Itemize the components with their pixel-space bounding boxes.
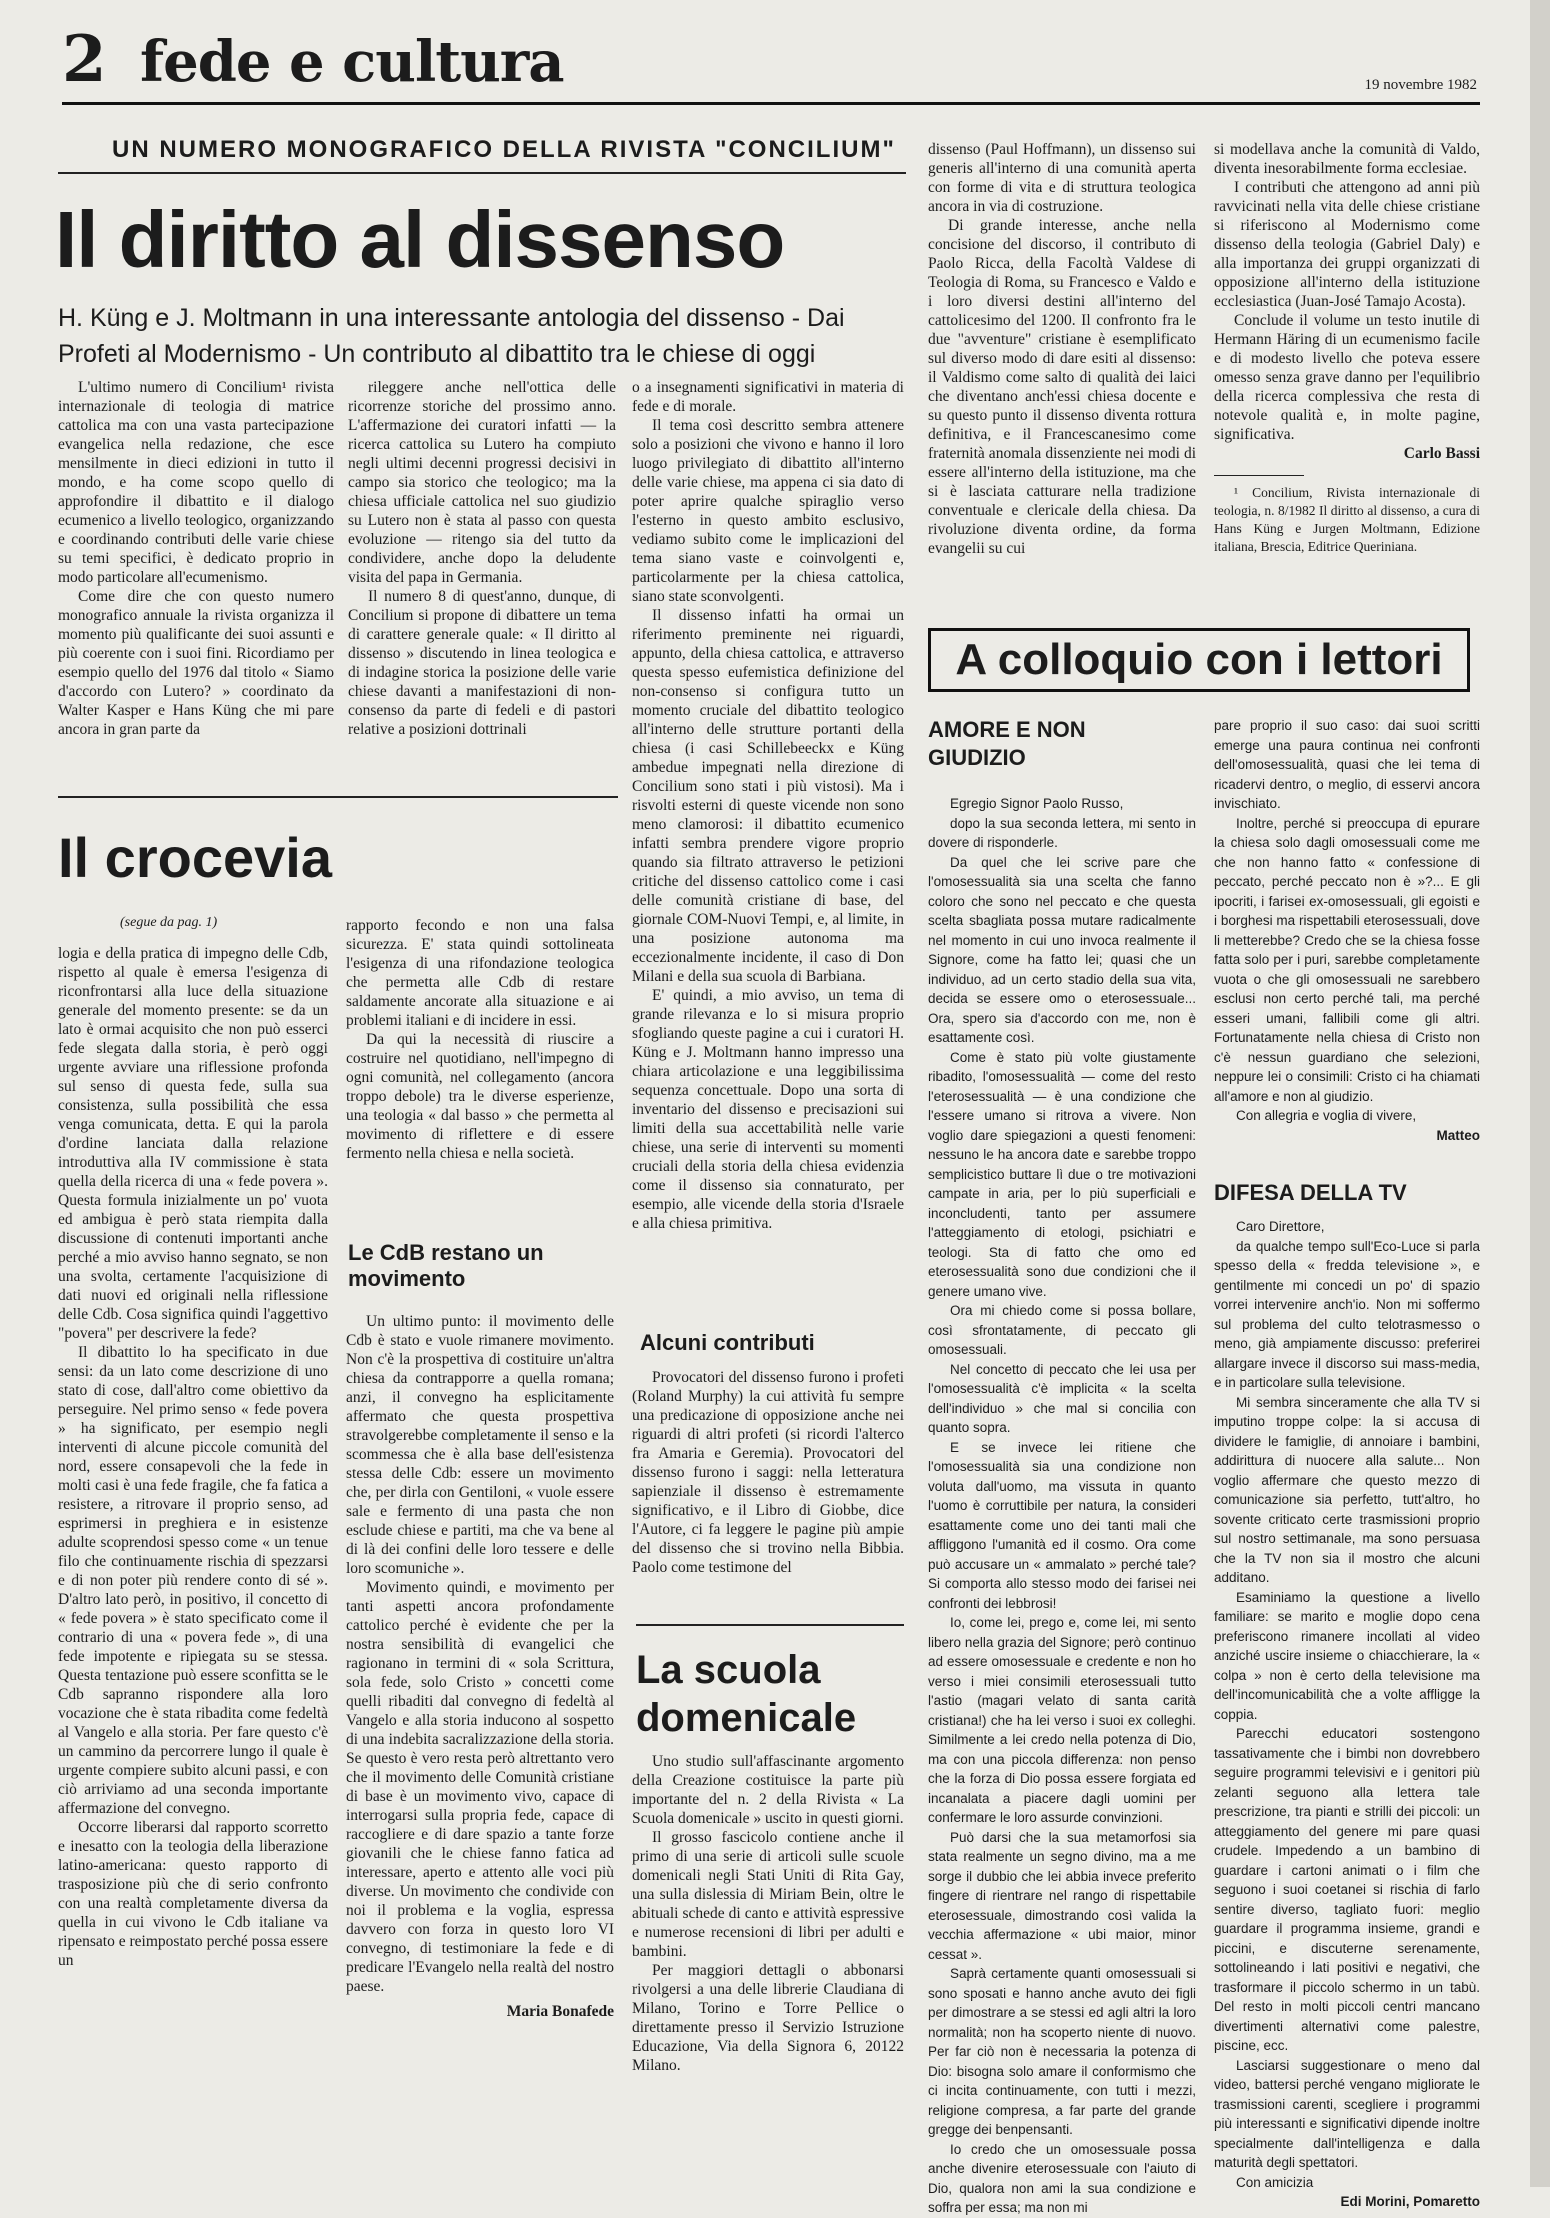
article-column-3b	[632, 1368, 904, 1577]
paragraph: Con amicizia	[1236, 2174, 1314, 2190]
paragraph: Il dibattito lo ha specificato in due sensi: da un lato come descrizione di uno stato di cose, dall'altro come obiettivo da perseguire. Nel primo senso « fede povera » ha significato, per esempio negli interventi di alcune piccole comunità del nord, essere consapevoli che la fede in molti casi è una fede fragile, che fa fatica a resistere, a ritrovare il proprio senso, ad esprimersi in preghiera e in esistenze adulte scoprendosi spesso come « un tenue filo che continuamente rischia di spezzarsi e di non poter più rendere conto di sé ». D'altro lato però, in positivo, il concetto di « fede povera » è stato specificato come il contrario di una « povera fede », di una fede impotente e ripiegata su se stessa. Questa tentazione può essere sconfitta se le Cdb sapranno rispondere alla loro vocazione che è stata ribadita come fedeltà al Vangelo e alla storia. Per fare questo c'è un cammino da percorrere lungo il quale è urgente compiere subito alcuni passi, e con ciò arriviamo ad una seconda importante affermazione del convegno.	[58, 1344, 328, 1817]
issue-date: 19 novembre 1982	[1364, 77, 1477, 93]
author-signature: Carlo Bassi	[1403, 445, 1480, 462]
sub-heading-movimento: Le CdB restano un movimento	[348, 1240, 544, 1291]
letter-column-1	[928, 794, 1196, 2218]
paragraph: Ora mi chiedo come si possa bollare, così sfrontatamente, di peccato gli omosessuali.	[928, 1303, 1196, 1357]
paragraph: E' quindi, a mio avviso, un tema di grande rilevanza e lo si misura proprio sfogliando queste pagine a cui i curatori H. Küng e J. Moltmann hanno impresso una chiara articolazione e una leggibilissima sequenza concettuale. Dopo una sorta di inventario del dissenso e precisazioni sui limiti della sua accettabilità nelle varie chiese, una serie di interventi su momenti cruciali della storia della chiesa evidenzia come il dissenso sia connaturato, per esempio, alle vicende della storia d'Israele e alla chiesa primitiva.	[632, 987, 904, 1232]
paragraph: Nel concetto di peccato che lei usa per l'omosessualità c'è implicita « la scelta dell'individuo » che mal si concilia con quanto sopra.	[928, 1361, 1196, 1435]
paragraph: Occorre liberarsi dal rapporto scorretto e inesatto con la teologia della liberazione latino-americana: questo rapporto di trasposizione più che di serio confronto con una realtà completamente diversa da quella in cui vivono le Cdb italiane va ripensato e reimpostato perché possa essere un	[58, 1819, 328, 1969]
author-signature: Maria Bonafede	[506, 2003, 614, 2020]
paragraph: Conclude il volume un testo inutile di Hermann Häring di un ecumenismo facile e di modesto livello che poteva essere omesso senza grave danno per l'equilibrio della ricerca complessiva che resta di notevole qualità e, in molte pagine, significativa.	[1214, 312, 1480, 443]
article-column-1	[58, 378, 334, 739]
paragraph: Di grande interesse, anche nella concisione del discorso, il contributo di Paolo Ricca, della Facoltà Valdese di Teologia di Roma, su Francesco e Valdo e i loro diversi destini all'interno del cattolicesimo del 1200. Il confronto fra le due "avventure" cristiane è esemplificato sul diverso modo di dare esiti al dissenso: il Valdismo come salto di qualità dei laici che diventano anch'essi chiesa docente e su questo punto il dissenso diventa rottura definitiva, e il Francescanesimo come fraternità anomala dissenziente nei modi di essere all'interno della istituzione, ma che si è lasciata catturare nella tradizione conventuale e clericale della chiesa. Da rivoluzione diventa ordine, da forma evangelii su cui	[928, 217, 1196, 557]
letter-salutation: Egregio Signor Paolo Russo,	[950, 796, 1124, 811]
paragraph: Per maggiori dettagli o abbonarsi rivolgersi a una delle librerie Claudiana di Milano, Torino e Torre Pellice o direttamente presso il Servizio Istruzione Educazione, Via della Signora 6, 20122 Milano.	[632, 1962, 904, 2074]
section-title: fede e cultura	[140, 29, 564, 95]
paragraph: Inoltre, perché si preoccupa di epurare la chiesa solo dagli omosessuali come me che non hanno fatto « confessione di peccato, perché peccato non è »?... E gli ipocriti, i farisei ex-omosessuali, gli egoisti e i borghesi ma rispettabili eterosessuali, dove li metterebbe? Credo che se la chiesa fosse fatta solo per i puri, sarebbe completamente vuota o che gli omosessuali ne sarebbero esclusi non certo perché tali, ma perché esseri umani, fallibili come gli altri. Fortunatamente nella chiesa di Cristo non c'è nessun guardiano che selezioni, neppure lei o consimili: Cristo ci ha chiamati all'amore e non al giudizio.	[1214, 815, 1480, 1104]
page-edge-shadow	[1530, 0, 1550, 2187]
paragraph: I contributi che attengono ad anni più ravvicinati nella vita delle chiese cristiane si riferiscono al Modernismo come dissenso della teologia (Gabriel Daly) e alla importanza dei gruppi organizzati di opposizione all'interno della istituzione ecclesiastica (Juan-José Tamajo Acosta).	[1214, 179, 1480, 310]
article-headline: Il diritto al dissenso	[55, 195, 785, 284]
crocevia-headline: Il crocevia	[58, 826, 332, 889]
kicker-rule	[58, 172, 906, 174]
paragraph: Con allegria e voglia di vivere,	[1236, 1108, 1417, 1123]
sub-heading-contributi: Alcuni contributi	[640, 1330, 815, 1355]
article-column-3	[632, 378, 904, 1233]
masthead-rule	[62, 102, 1480, 105]
article-column-5	[1214, 140, 1480, 556]
paragraph: Uno studio sull'affascinante argomento della Creazione costituisce la parte più importante del n. 2 della Rivista « La Scuola domenicale » uscito in questi giorni.	[632, 1753, 904, 1827]
paragraph: Esaminiamo la questione a livello familiare: se marito e moglie dopo cena preferiscono rimanere incollati al video anziché uscire insieme o chiacchierare, la « colpa » non è certo della televisione ma dell'incomunicabilità che a volte affligge la coppia.	[1214, 1589, 1480, 1722]
paragraph: Mi sembra sinceramente che alla TV si imputino troppe colpe: la si accusa di dividere le famiglie, di annoiare i bambini, addirittura di nuocere alla salute... Non voglio affermare che questo mezzo di comunicazione sia perfetto, tutt'altro, ho sovente criticato certe trasmissioni proprio sul nostro settimanale, ma sono persuasa che la TV non sia il mostro che alcuni additano.	[1214, 1394, 1480, 1585]
section-rule	[58, 796, 618, 798]
crocevia-column-1	[58, 944, 328, 1970]
paragraph: Da qui la necessità di riuscire a costruire nel quotidiano, nell'impegno di ogni comunità, nel collegamento (ancora troppo debole) tra le diverse esperienze, una teologia « dal basso » che permetta al movimento di riflettere e di essere fermento nella chiesa e nella società.	[346, 1031, 614, 1162]
page-number: 2	[62, 22, 106, 97]
footnote-rule	[1214, 475, 1304, 476]
letter-signature: Matteo	[1436, 1127, 1480, 1143]
section-rule	[636, 1624, 904, 1626]
paragraph: Io credo che un omosessuale possa anche divenire eterosessuale con l'aiuto di Dio, qualora non ami la sua condizione e soffra per essa; ma non mi	[928, 2141, 1196, 2215]
crocevia-column-2	[346, 916, 614, 1163]
footnote	[1214, 484, 1480, 556]
paragraph: Provocatori del dissenso furono i profeti (Roland Murphy) la cui attività fu sempre una predicazione di opposizione anche nei riguardi di altri profeti (si ricordi l'alterco fra Amaria e Geremia). Provocatori del dissenso furono i saggi: nella letteratura sapienziale il dissenso è estremamente significativo, e il Libro di Giobbe, dice l'Autore, ci fa leggere le pagine più ampie del dissenso che si trovino nella Bibbia. Paolo come testimone del	[632, 1369, 904, 1576]
article-subtitle: H. Küng e J. Moltmann in una interessante antologia del dissenso - Dai Profeti al Modernismo - Un contributo al dibattito tra le chiese di oggi	[58, 304, 845, 368]
paragraph: Io, come lei, prego e, come lei, mi sento libero nella grazia del Signore; però continuo ad essere omosessuale e credente e non ho verso i miei consimili eterosessuali tutto l'astio (magari velato di santa carità cristiana!) che ha lei verso i suoi ex colleghi. Similmente a lei credo nella potenza di Dio, ma con una piccola differenza: non penso che la forza di Dio possa essere forgiata ed incanalata a piacere dagli uomini per confermare le loro assurde convinzioni.	[928, 1615, 1196, 1825]
article-column-4	[928, 140, 1196, 558]
paragraph: Può darsi che la sua metamorfosi sia stata realmente un segno divino, ma a me sorge il dubbio che lei abbia invece preferito fingere di rientrare nel rango di rispettabile eterosessuale, dimostrando così valida la vecchia affermazione « ubi maior, minor cessat ».	[928, 1829, 1196, 1962]
paragraph: Come è stato più volte giustamente ribadito, l'omosessualità — come del resto l'eterosessualità — è una condizione che l'essere umano si ritrova a vivere. Non voglio dare spiegazioni a questi fenomeni: nessuno le ha ancora date e sarebbe troppo semplicistico buttare lì due o tre motivazioni campate in aria, per lo più superficiali e inconcludenti, tanto per assumere l'atteggiamento di etologi, psichiatri e teologi. Sta di fatto che omo ed eterosessualità sono due condizioni che il genere umano vive.	[928, 1049, 1196, 1299]
footnote-text: ¹ Concilium, Rivista internazionale di teologia, n. 8/1982 Il diritto al dissenso, a cura di Hans Küng e Jurgen Moltmann, Edizione italiana, Brescia, Editrice Queriniana.	[1214, 485, 1480, 554]
letter-column-2	[1214, 716, 1480, 2212]
paragraph: dopo la sua seconda lettera, mi sento in dovere di risponderle.	[928, 815, 1196, 850]
crocevia-column-2b	[346, 1312, 614, 2021]
letter-title-amore: AMORE E NON GIUDIZIO	[928, 717, 1086, 770]
paragraph: Il numero 8 di quest'anno, dunque, di Concilium si propone di dibattere un tema di carattere generale quale: « Il diritto al dissenso » discutendo in linea teologica e di indagine storica la posizione delle varie chiese davanti a manifestazioni di non-consenso da parte di fedeli e di pastori relative a posizioni dottrinali	[348, 588, 616, 738]
paragraph: Un ultimo punto: il movimento delle Cdb è stato e vuole rimanere movimento. Non c'è la prospettiva di costituire un'altra chiesa da contrapporre a quella romana; anzi, il convegno ha esplicitamente affermato che questa prospettiva stravolgerebbe completamente il senso e la scommessa che è alla base dell'esistenza stessa delle Cdb: essere un movimento che, per dirla con Gentiloni, « vuole essere sale e fermento di una pasta che non esclude chiese e partiti, ma che va bene al di là dei confini delle loro tessere e delle loro scomuniche ».	[346, 1313, 614, 1577]
paragraph: Parecchi educatori sostengono tassativamente che i bimbi non dovrebbero seguire programmi televisivi e i genitori più zelanti seguono alla lettera tale prescrizione, tra pianti e strilli dei piccoli: un atteggiamento del genere mi pare quasi crudele. Impedendo a un bambino di guardare i cartoni animati o i film che seguono i suoi coetanei si rischia di farlo sentire diverso, tagliato fuori: meglio guardare il programma insieme, grandi e piccini, e discuterne serenamente, sottolineando i lati positivi e negativi, che trasformare il piccolo schermo in un tabù. Del resto in molti piccoli centri mancano divertimenti alternativi come palestre, piscine, ecc.	[1214, 1726, 1480, 2053]
letter-salutation: Caro Direttore,	[1236, 1219, 1325, 1234]
paragraph: Il dissenso infatti ha ormai un riferimento preminente nei riguardi, appunto, della chiesa cattolica, e attraverso questa spesso eufemistica definizione del non-consenso si configura tutto un momento cruciale del dibattito teologico all'interno delle strutture portanti della chiesa (i casi Schillebeeckx e Küng ambedue impegnati nella direzione di Concilium sono stati i più vistosi). Ma i risvolti esterni di queste vicende non sono meno clamorosi: il dibattito ecumenico infatti sembra prendere vigore proprio quando sia filtrato attraverso le petizioni critiche del dissenso cattolico come i casi delle comunità cristiane di base, del giornale COM-Nuovi Tempi, e, al limite, in una posizione autonoma ma eccezionalmente incidente, il caso di Don Milani e della sua scuola di Barbiana.	[632, 607, 904, 985]
paragraph: E se invece lei ritiene che l'omosessualità sia una condizione non voluta dall'uomo, ma vissuta in quanto l'uomo è corruttibile per natura, la consideri esattamente come uno dei tanti mali che affliggono l'umanità ed il cosmo. Ora come può accusare un « ammalato » perché tale? Si comporta allo stesso modo dei farisei nei confronti dei lebbrosi!	[928, 1439, 1196, 1611]
paragraph: Da quel che lei scrive pare che l'omosessualità sia una scelta che fanno coloro che sono nel peccato e che questa scelta sbagliata possa mutare radicalmente nel momento in cui uno invoca realmente il Signore, come ha fatto lei; quasi che un individuo, ad un certo stadio della sua vita, decida se essere omo o eterosessuale... Ora, spero sia d'accordo con me, non è esattamente così.	[928, 854, 1196, 1045]
scuola-body	[632, 1752, 904, 2075]
paragraph: Lasciarsi suggestionare o meno dal video, battersi perché vengano migliorate le trasmissioni carenti, scegliere i programmi più interessanti e significativi dipende inoltre specialmente dall'intelligenza e dalla maturità degli spettatori.	[1214, 2057, 1480, 2170]
paragraph: pare proprio il suo caso: dai suoi scritti emerge una paura continua nei confronti dell'omosessualità, quasi che lei tema di ricadervi dentro, o meglio, di esservi ancora invischiato.	[1214, 718, 1480, 811]
paragraph: si modellava anche la comunità di Valdo, diventa inesorabilmente forma ecclesiae.	[1214, 141, 1480, 177]
paragraph: Il grosso fascicolo contiene anche il primo di una serie di articoli sulle scuole domenicali negli Stati Uniti di Rita Gay, una sulla dislessia di Miriam Bein, oltre le abituali schede di canto e attività espressive e numerose recensioni di libri per adulti e bambini.	[632, 1829, 904, 1960]
scuola-headline: La scuola domenicale	[636, 1648, 857, 1740]
paragraph: rapporto fecondo e non una falsa sicurezza. E' stata quindi sottolineata l'esigenza di una rifondazione teologica che permetta alle Cdb di restare saldamente ancorate alla situazione e ai problemi italiani e di incidere in essi.	[346, 917, 614, 1029]
paragraph: Come dire che con questo numero monografico annuale la rivista organizza il momento più qualificante dei suoi assunti e più coerente con i suoi fini. Ricordiamo per esempio quello del 1976 dal titolo « Siamo d'accordo con Lutero? » coordinato da Walter Kasper e Hans Küng che mi pare ancora in gran parte da	[58, 588, 334, 738]
article-column-2	[348, 378, 616, 739]
letter-signature: Edi Morini, Pomaretto	[1340, 2194, 1480, 2209]
paragraph: dissenso (Paul Hoffmann), un dissenso sui generis all'interno di una comunità aperta con forme di vita e di struttura teologica ancora in via di costruzione.	[928, 141, 1196, 215]
paragraph: Movimento quindi, e movimento per tanti aspetti ancora profondamente cattolico perché è evidente che per la nostra sensibilità di evangelici che ragionano in termini di « sola Scrittura, sola fede, solo Cristo » concetti come quelli ribaditi dal convegno di fedeltà al Vangelo e alla storia inducono al sospetto di una indebita sacralizzazione della storia. Se questo è vero resta però altrettanto vero che il movimento delle Comunità cristiane di base è un movimento vivo, capace di interrogarsi sulla propria fede, capace di raccogliere e di dare spazio a tante forze giovanili che le chiese fanno fatica ad interessare, aperto e attento alle voci più diverse. Un movimento che condivide con noi il problema e la voglia, espressa davvero con forza in questo loro VI convegno, di testimoniare la fede e di predicare l'Evangelo nella realtà del nostro paese.	[346, 1579, 614, 1995]
letter-title-tv: DIFESA DELLA TV	[1214, 1180, 1407, 1205]
paragraph: da qualche tempo sull'Eco-Luce si parla spesso della « fredda televisione », e gentilmente mi concedi un po' di spazio vorrei intervenire anch'io. Non mi soffermo sul problema del culto telotrasmesso o meno, già ampiamente discusso: preferirei allargare invece il discorso sui mass-media, e in particolare sulla televisione.	[1214, 1238, 1480, 1390]
paragraph: Saprà certamente quanti omosessuali si sono sposati e hanno anche avuto dei figli per dimostrare a se stessi ed agli altri la loro normalità; non ha scoperto niente di nuovo. Per far ciò non è necessaria la potenza di Dio: bisogna solo amare il conformismo che ci incita continuamente, con tutti i mezzi, religione compresa, a far parte del grande gregge dei benpensanti.	[928, 1966, 1196, 2137]
paragraph: rileggere anche nell'ottica delle ricorrenze storiche del prossimo anno. L'affermazione dei curatori infatti — la ricerca cattolica su Lutero ha compiuto negli ultimi decenni progressi decisivi in campo sia storico che teologico; ma la chiesa ufficiale cattolica nel suo giudizio su Lutero non è stata al passo con questa evoluzione — ritengo sia del tutto da condividere, anche dopo la deludente visita del papa in Germania.	[348, 379, 616, 586]
letters-section-box: A colloquio con i lettori	[928, 628, 1470, 692]
paragraph: Il tema così descritto sembra attenere solo a posizioni che vivono e hanno il loro luogo privilegiato di dibattito all'interno delle varie chiese, ma appena ci sia dato di poter aprire qualche spiraglio verso l'esterno in questo ambito esclusivo, vediamo subito come le implicazioni del tema siano vaste e coinvolgenti e, particolarmente per la chiesa cattolica, siano state sconvolgenti.	[632, 417, 904, 605]
continued-note: (segue da pag. 1)	[120, 915, 218, 930]
article-kicker: UN NUMERO MONOGRAFICO DELLA RIVISTA "CONCILIUM"	[112, 136, 896, 163]
paragraph: logia e della pratica di impegno delle Cdb, rispetto al quale è emersa l'esigenza di riconfrontarsi alla luce della situazione generale del momento presente: se da un lato è ormai acquisito che non può esserci fede slegata dalla storia, è però oggi urgente avviare una riflessione profonda sul senso di questa fede, sulla sua consistenza, sulla possibilità che essa venga comunicata, detta. E qui la parola d'ordine lanciata dalla relazione introduttiva alla IV commissione è stata quella della ricerca di una « fede povera ». Questa formula inizialmente un po' vuota ed ambigua è però stata riempita dalla discussione di contenuti importanti anche perché a mio avviso hanno segnato, se non una svolta, certamente l'acquisizione di dati nuovi ed originali nella riflessione delle Cdb. Cosa significa quindi l'aggettivo "povera" per descrivere la fede?	[58, 945, 328, 1342]
paragraph: o a insegnamenti significativi in materia di fede e di morale.	[632, 379, 904, 415]
paragraph: L'ultimo numero di Concilium¹ rivista internazionale di teologia di matrice cattolica ma con una vasta partecipazione evangelica nella redazione, che esce mensilmente in dieci edizioni in tutto il mondo, e ha come scopo quello di approfondire il dibattito e il dialogo ecumenico a livello teologico, organizzando e coordinando contributi delle varie chiese su temi specifici, è dedicato proprio in modo particolare all'ecumenismo.	[58, 379, 334, 586]
